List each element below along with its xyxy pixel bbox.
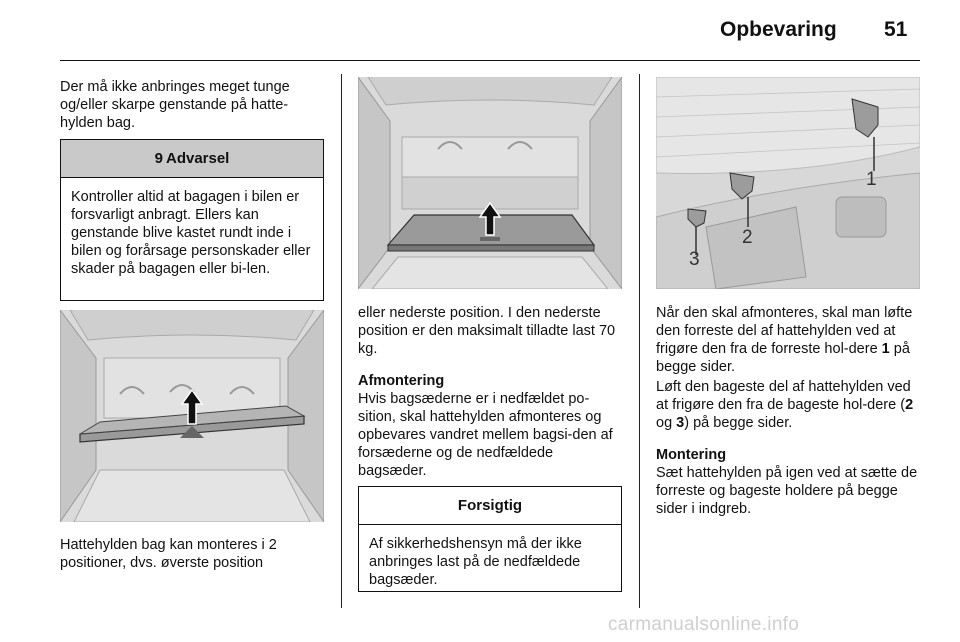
continued-paragraph: eller nederste position. I den nederste position er den maksimalt tilladte last 70 kg.: [358, 305, 616, 357]
montering-heading: Montering: [656, 447, 727, 463]
caution-box: [358, 486, 622, 592]
figure-label-1: 1: [866, 169, 877, 190]
illustration-shelf-upper: [60, 310, 324, 522]
afmontering-body: Hvis bagsæderne er i nedfældet po-sition, skal hattehylden afmonteres og opbevares vandret mellem bagsi-den af forsæderne og de nedfældede bagsæder.: [358, 391, 613, 479]
warning-header: [61, 140, 323, 178]
removal-paragraph-1: [656, 304, 924, 376]
column-divider-1: [341, 74, 342, 608]
removal-paragraph-2: [656, 378, 924, 432]
page-number: 51: [884, 18, 908, 41]
intro-paragraph: Der må ikke anbringes meget tunge og/eller skarpe genstande på hatte-hylden bag.: [60, 79, 290, 131]
figure-label-3: 3: [689, 249, 700, 270]
caution-body: Af sikkerhedshensyn må der ikke anbringes last på de nedfældede bagsæder.: [369, 536, 582, 588]
removal-text-2mid: og: [656, 415, 677, 431]
caution-header: [359, 487, 621, 525]
page-title: Opbevaring: [720, 18, 837, 41]
warning-body: Kontroller altid at bagagen i bilen er forsvarligt anbragt. Ellers kan genstande blive kastet rundt inde i bilen og forårsage personskader eller skader på bagagen eller bi-len.: [71, 189, 311, 277]
illustration-holders: [656, 77, 920, 289]
afmontering-heading: Afmontering: [358, 373, 445, 389]
figure-label-2: 2: [742, 227, 753, 248]
removal-text-1b: på begge sider.: [656, 341, 910, 375]
warning-box: [60, 139, 324, 301]
removal-text-1a: Når den skal afmonteres, skal man løfte den forreste del af hattehylden ved at frigøre den fra de forreste hol-dere: [656, 305, 913, 357]
column-divider-2: [639, 74, 640, 608]
montering-body: Sæt hattehylden på igen ved at sætte de forreste og bageste holdere på begge sider i indgreb.: [656, 465, 918, 517]
holder-ref-3: 3: [676, 415, 685, 431]
figure-caption: Hattehylden bag kan monteres i 2 positioner, dvs. øverste position: [60, 537, 277, 571]
removal-text-2b: ) på begge sider.: [684, 415, 793, 431]
header-rule: [60, 60, 920, 61]
warning-icon: 9: [154, 150, 163, 167]
caution-title: Forsigtig: [457, 497, 523, 514]
holder-ref-1: 1: [881, 341, 890, 357]
watermark: carmanualsonline.info: [608, 614, 800, 635]
illustration-shelf-lower: [358, 77, 622, 289]
warning-title: Advarsel: [165, 150, 230, 167]
holder-ref-2: 2: [905, 397, 914, 413]
removal-text-2a: Løft den bageste del af hattehylden ved at frigøre den fra de bageste hol-dere (: [656, 379, 911, 413]
